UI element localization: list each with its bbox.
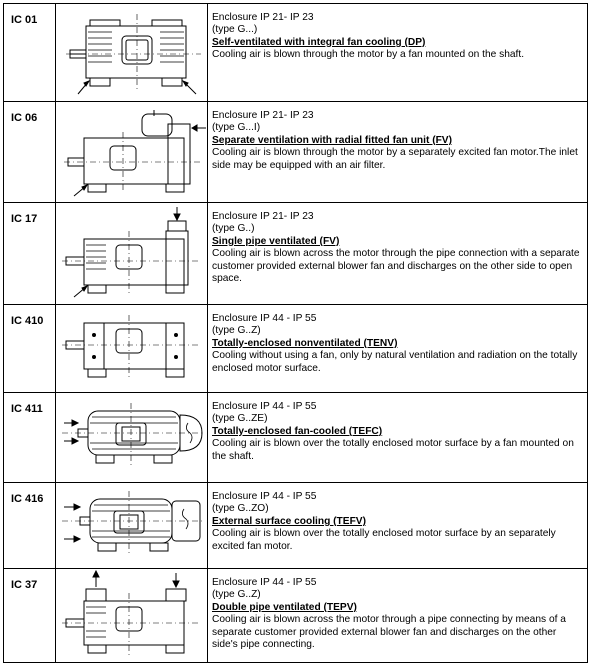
method-description: Cooling air is blown over the totally enclosed motor surface by a fan mounted on the shaft. xyxy=(212,438,574,462)
ic-description xyxy=(208,569,588,663)
enclosure-label: Enclosure IP 44 - IP 55 xyxy=(212,401,317,412)
type-label: (type G...) xyxy=(212,24,258,36)
enclosure-label: Enclosure IP 21- IP 23 xyxy=(212,211,314,222)
ic-code: IC 410 xyxy=(4,305,56,393)
table-row xyxy=(4,305,588,393)
open-motor-both-ends-vents-icon xyxy=(56,4,208,102)
ic-description xyxy=(208,102,588,203)
ic-code: IC 06 xyxy=(4,102,56,203)
table-row xyxy=(4,102,588,203)
ic-description xyxy=(208,4,588,102)
method-title: Self-ventilated with integral fan cooling (DP) xyxy=(212,36,426,48)
ic-description xyxy=(208,483,588,569)
ic-code: IC 416 xyxy=(4,483,56,569)
motor-enclosed-nonventilated-icon xyxy=(56,305,208,393)
type-label: (type G..Z) xyxy=(212,589,261,601)
ic-code: IC 411 xyxy=(4,393,56,483)
motor-ribbed-fan-cooled-icon xyxy=(56,393,208,483)
ic-description xyxy=(208,203,588,305)
motor-double-pipe-icon xyxy=(56,569,208,663)
motor-single-pipe-icon xyxy=(56,203,208,305)
method-description: Cooling air is blown through the motor by a fan mounted on the shaft. xyxy=(212,49,525,61)
enclosure-label: Enclosure IP 21- IP 23 xyxy=(212,12,314,23)
method-description: Cooling air is blown across the motor through a pipe connecting by means of a separate customer provided external blower fan and discharges on the other side's pipe connecting. xyxy=(212,614,566,651)
type-label: (type G..ZO) xyxy=(212,503,269,515)
cooling-methods-table xyxy=(3,3,588,663)
method-description: Cooling without using a fan, only by natural ventilation and radiation on the totally enclosed motor surface. xyxy=(212,350,578,374)
type-label: (type G..ZE) xyxy=(212,413,268,425)
ic-code: IC 17 xyxy=(4,203,56,305)
enclosure-label: Enclosure IP 44 - IP 55 xyxy=(212,577,317,588)
motor-ribbed-external-fan-icon xyxy=(56,483,208,569)
method-title: Totally-enclosed nonventilated (TENV) xyxy=(212,337,398,349)
table-row xyxy=(4,569,588,663)
enclosure-label: Enclosure IP 44 - IP 55 xyxy=(212,491,317,502)
type-label: (type G..Z) xyxy=(212,325,261,337)
type-label: (type G...I) xyxy=(212,122,261,134)
table-row xyxy=(4,4,588,102)
ic-description xyxy=(208,393,588,483)
ic-code: IC 37 xyxy=(4,569,56,663)
table-row xyxy=(4,483,588,569)
method-description: Cooling air is blown over the totally enclosed motor surface by an separately excited fan motor. xyxy=(212,528,556,552)
method-title: Totally-enclosed fan-cooled (TEFC) xyxy=(212,425,383,437)
table-row xyxy=(4,393,588,483)
ic-description xyxy=(208,305,588,393)
method-title: Single pipe ventilated (FV) xyxy=(212,235,340,247)
type-label: (type G..) xyxy=(212,223,255,235)
table-row xyxy=(4,203,588,305)
enclosure-label: Enclosure IP 21- IP 23 xyxy=(212,110,314,121)
method-title: External surface cooling (TEFV) xyxy=(212,515,366,527)
method-title: Separate ventilation with radial fitted fan unit (FV) xyxy=(212,134,452,146)
motor-with-top-fan-unit-icon xyxy=(56,102,208,203)
method-title: Double pipe ventilated (TEPV) xyxy=(212,601,357,613)
method-description: Cooling air is blown across the motor through the pipe connection with a separate customer provided external blower fan and discharges on the other side to open space. xyxy=(212,248,580,285)
ic-code: IC 01 xyxy=(4,4,56,102)
enclosure-label: Enclosure IP 44 - IP 55 xyxy=(212,313,317,324)
method-description: Cooling air is blown through the motor by a separately excited fan motor.The inlet side may be equipped with an air filter. xyxy=(212,147,578,171)
